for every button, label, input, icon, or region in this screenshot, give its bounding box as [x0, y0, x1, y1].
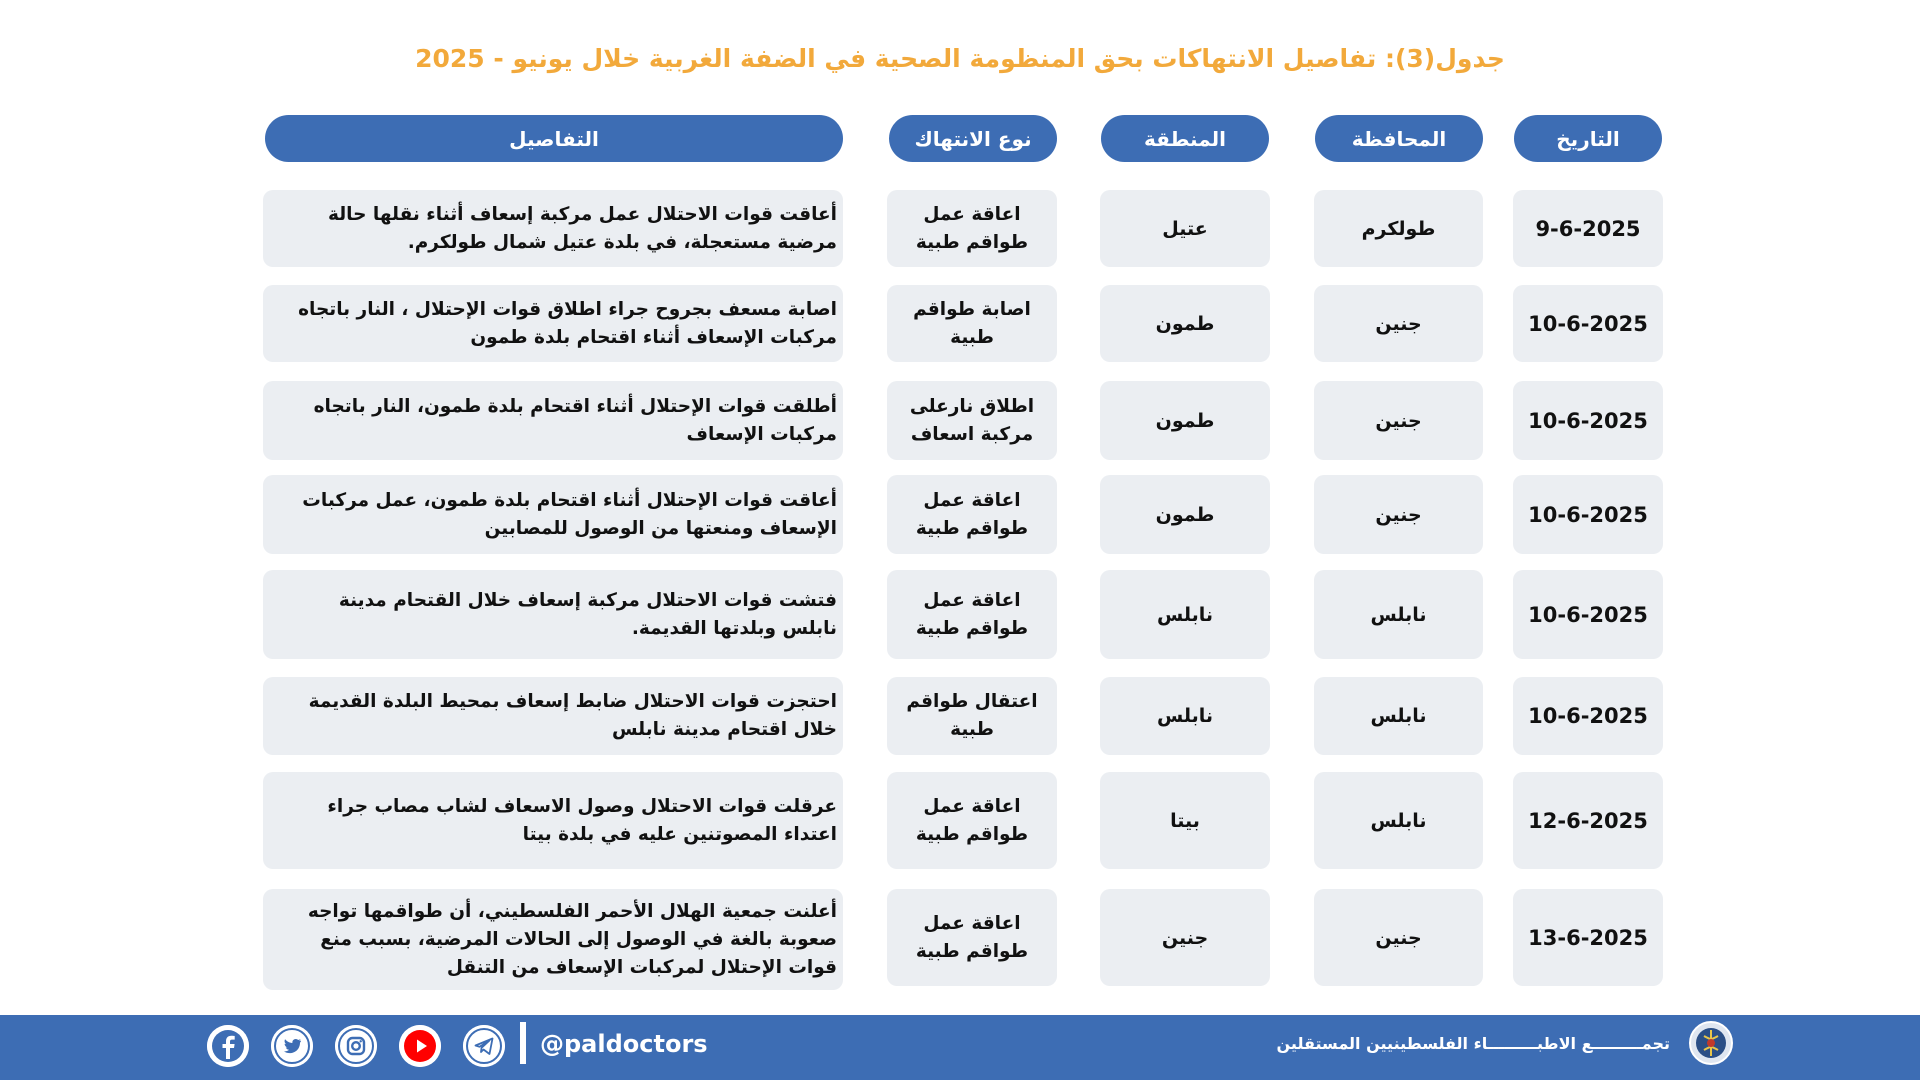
organization-name: تجمـــــــــع الاطبـــــــــاء الفلسطينيين المستقلين [1276, 1034, 1670, 1053]
cell-area: جنين [1100, 889, 1270, 986]
facebook-icon[interactable] [207, 1025, 249, 1067]
cell-details: عرقلت قوات الاحتلال وصول الاسعاف لشاب مصاب جراء اعتداء المصوتنين عليه في بلدة بيتا [263, 772, 843, 869]
header-details: التفاصيل [265, 115, 843, 162]
cell-date: 13-6-2025 [1513, 889, 1663, 986]
cell-governorate: جنين [1314, 285, 1483, 362]
cell-area: بيتا [1100, 772, 1270, 869]
cell-area: طمون [1100, 285, 1270, 362]
cell-area: نابلس [1100, 570, 1270, 659]
cell-violation-type: اعاقة عمل طواقم طبية [887, 772, 1057, 869]
cell-violation-type: اصابة طواقم طبية [887, 285, 1057, 362]
cell-governorate: جنين [1314, 475, 1483, 554]
cell-area: نابلس [1100, 677, 1270, 755]
cell-details: احتجزت قوات الاحتلال ضابط إسعاف بمحيط البلدة القديمة خلال اقتحام مدينة نابلس [263, 677, 843, 755]
cell-violation-type: اطلاق نارعلى مركبة اسعاف [887, 381, 1057, 460]
cell-date: 10-6-2025 [1513, 570, 1663, 659]
cell-area: طمون [1100, 381, 1270, 460]
cell-governorate: نابلس [1314, 570, 1483, 659]
cell-governorate: نابلس [1314, 772, 1483, 869]
header-governorate: المحافظة [1315, 115, 1483, 162]
instagram-icon[interactable] [335, 1025, 377, 1067]
cell-governorate: جنين [1314, 889, 1483, 986]
footer-divider [520, 1022, 526, 1064]
header-violation-type: نوع الانتهاك [889, 115, 1057, 162]
cell-violation-type: اعتقال طواقم طبية [887, 677, 1057, 755]
telegram-icon[interactable] [463, 1025, 505, 1067]
cell-governorate: طولكرم [1314, 190, 1483, 267]
cell-details: فتشت قوات الاحتلال مركبة إسعاف خلال القتحام مدينة نابلس وبلدتها القديمة. [263, 570, 843, 659]
header-area: المنطقة [1101, 115, 1269, 162]
cell-date: 10-6-2025 [1513, 475, 1663, 554]
cell-violation-type: اعاقة عمل طواقم طبية [887, 190, 1057, 267]
cell-date: 9-6-2025 [1513, 190, 1663, 267]
twitter-icon[interactable] [271, 1025, 313, 1067]
header-date: التاريخ [1514, 115, 1662, 162]
organization-logo [1688, 1020, 1734, 1066]
cell-area: طمون [1100, 475, 1270, 554]
cell-details: أعلنت جمعية الهلال الأحمر الفلسطيني، أن طواقمها تواجه صعوبة بالغة في الوصول إلى الحالات المرضية، بسبب منع قوات الإحتلال لمركبات الإسعاف من التنقل [263, 889, 843, 990]
cell-violation-type: اعاقة عمل طواقم طبية [887, 475, 1057, 554]
cell-date: 10-6-2025 [1513, 381, 1663, 460]
social-handle[interactable]: @paldoctors [540, 1030, 708, 1058]
youtube-icon[interactable] [399, 1025, 441, 1067]
cell-violation-type: اعاقة عمل طواقم طبية [887, 889, 1057, 986]
cell-date: 12-6-2025 [1513, 772, 1663, 869]
cell-details: أعاقت قوات الاحتلال عمل مركبة إسعاف أثناء نقلها حالة مرضية مستعجلة، في بلدة عتيل شمال طولكرم. [263, 190, 843, 267]
page-title: جدول(3): تفاصيل الانتهاكات بحق المنظومة الصحية في الضفة الغربية خلال يونيو - 2025 [415, 44, 1505, 73]
cell-date: 10-6-2025 [1513, 677, 1663, 755]
cell-violation-type: اعاقة عمل طواقم طبية [887, 570, 1057, 659]
cell-date: 10-6-2025 [1513, 285, 1663, 362]
cell-governorate: نابلس [1314, 677, 1483, 755]
cell-details: أطلقت قوات الإحتلال أثناء اقتحام بلدة طمون، النار باتجاه مركبات الإسعاف [263, 381, 843, 460]
cell-governorate: جنين [1314, 381, 1483, 460]
cell-details: اصابة مسعف بجروح جراء اطلاق قوات الإحتلال ، النار باتجاه مركبات الإسعاف أثناء اقتحام بلدة طمون [263, 285, 843, 362]
cell-area: عتيل [1100, 190, 1270, 267]
cell-details: أعاقت قوات الإحتلال أثناء اقتحام بلدة طمون، عمل مركبات الإسعاف ومنعتها من الوصول للمصابين [263, 475, 843, 554]
